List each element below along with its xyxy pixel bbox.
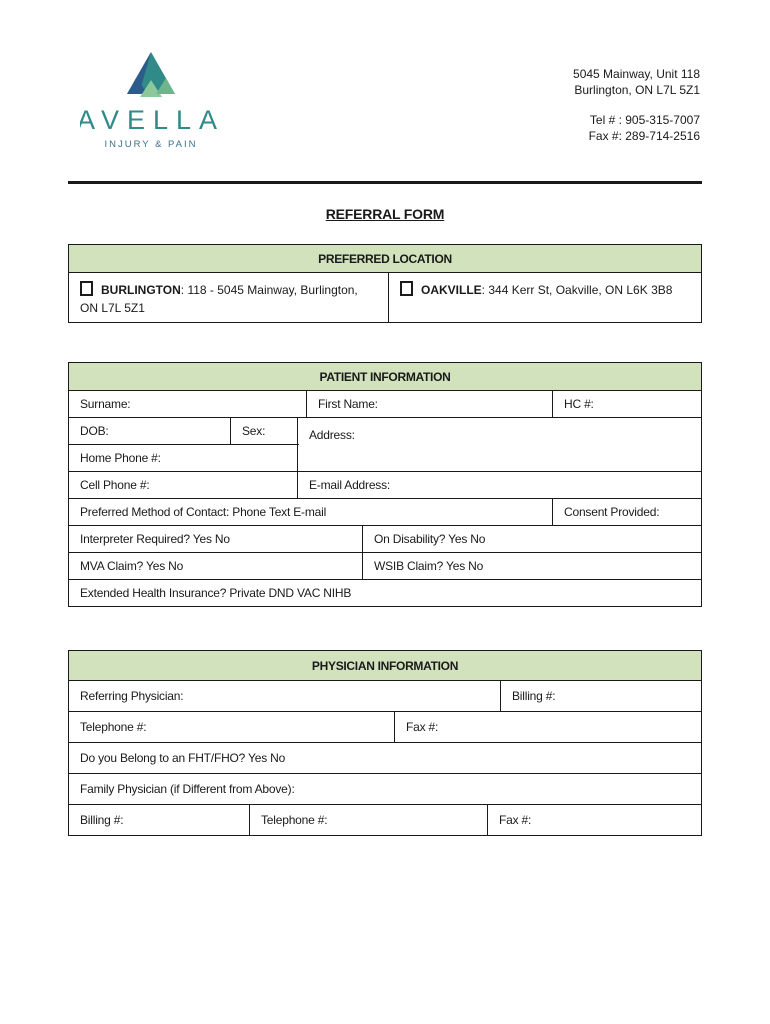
form-title: REFERRAL FORM — [325, 206, 445, 222]
oakville-name: OAKVILLE — [421, 283, 482, 297]
patient-information-heading: PATIENT INFORMATION — [69, 363, 702, 391]
physician-fax-field[interactable]: Fax #: — [395, 712, 702, 743]
location-oakville[interactable] — [389, 273, 702, 323]
family-physician-field[interactable]: Family Physician (if Different from Above): — [69, 774, 702, 805]
burlington-detail: : 118 - 5045 Mainway, Burlington, ON L7L 5Z1 — [80, 283, 358, 315]
first-name-field[interactable]: First Name: — [307, 391, 553, 418]
family-billing-field[interactable]: Billing #: — [69, 805, 250, 836]
hc-number-field[interactable]: HC #: — [553, 391, 702, 418]
cell-phone-field[interactable]: Cell Phone #: — [69, 472, 298, 499]
wsib-claim-field[interactable]: WSIB Claim? Yes No — [363, 553, 702, 580]
oakville-detail: : 344 Kerr St, Oakville, ON L6K 3B8 — [481, 283, 673, 297]
consent-field[interactable]: Consent Provided: — [553, 499, 702, 526]
family-fax-field[interactable]: Fax #: — [488, 805, 702, 836]
sex-field[interactable]: Sex: — [231, 418, 298, 445]
physician-information-heading: PHYSICIAN INFORMATION — [69, 651, 702, 681]
dob-field[interactable]: DOB: — [69, 418, 231, 445]
burlington-checkbox[interactable] — [80, 281, 93, 296]
home-phone-field[interactable]: Home Phone #: — [69, 445, 298, 472]
surname-field[interactable]: Surname: — [69, 391, 307, 418]
interpreter-field[interactable]: Interpreter Required? Yes No — [69, 526, 363, 553]
patient-information-table — [68, 362, 702, 607]
address-line-1: 5045 Mainway, Unit 118 — [573, 67, 700, 81]
avella-logo — [80, 50, 222, 152]
burlington-name: BURLINGTON — [101, 283, 181, 297]
logo-tagline: INJURY & PAIN — [104, 139, 198, 150]
family-telephone-field[interactable]: Telephone #: — [250, 805, 488, 836]
disability-field[interactable]: On Disability? Yes No — [363, 526, 702, 553]
header-divider — [68, 181, 702, 184]
oakville-checkbox[interactable] — [400, 281, 413, 296]
address-field[interactable]: Address: — [298, 418, 702, 472]
address-line-2: Burlington, ON L7L 5Z1 — [574, 83, 700, 97]
clinic-address — [573, 66, 700, 144]
physician-billing-field[interactable]: Billing #: — [501, 681, 702, 712]
preferred-location-table — [68, 244, 702, 323]
preferred-contact-field[interactable]: Preferred Method of Contact: Phone Text E-mail — [69, 499, 553, 526]
tel-number: Tel # : 905-315-7007 — [589, 113, 700, 127]
physician-information-table — [68, 650, 702, 836]
extended-health-field[interactable]: Extended Health Insurance? Private DND VAC NIHB — [69, 580, 702, 607]
logo-brand: AVELLA — [80, 105, 222, 135]
referring-physician-field[interactable]: Referring Physician: — [69, 681, 501, 712]
mva-claim-field[interactable]: MVA Claim? Yes No — [69, 553, 363, 580]
physician-telephone-field[interactable]: Telephone #: — [69, 712, 395, 743]
email-field[interactable]: E-mail Address: — [298, 472, 702, 499]
preferred-location-heading: PREFERRED LOCATION — [69, 245, 702, 273]
fht-fho-field[interactable]: Do you Belong to an FHT/FHO? Yes No — [69, 743, 702, 774]
location-burlington[interactable] — [69, 273, 389, 323]
fax-number: Fax #: 289-714-2516 — [588, 129, 700, 143]
logo-triangle-icon — [80, 50, 222, 152]
